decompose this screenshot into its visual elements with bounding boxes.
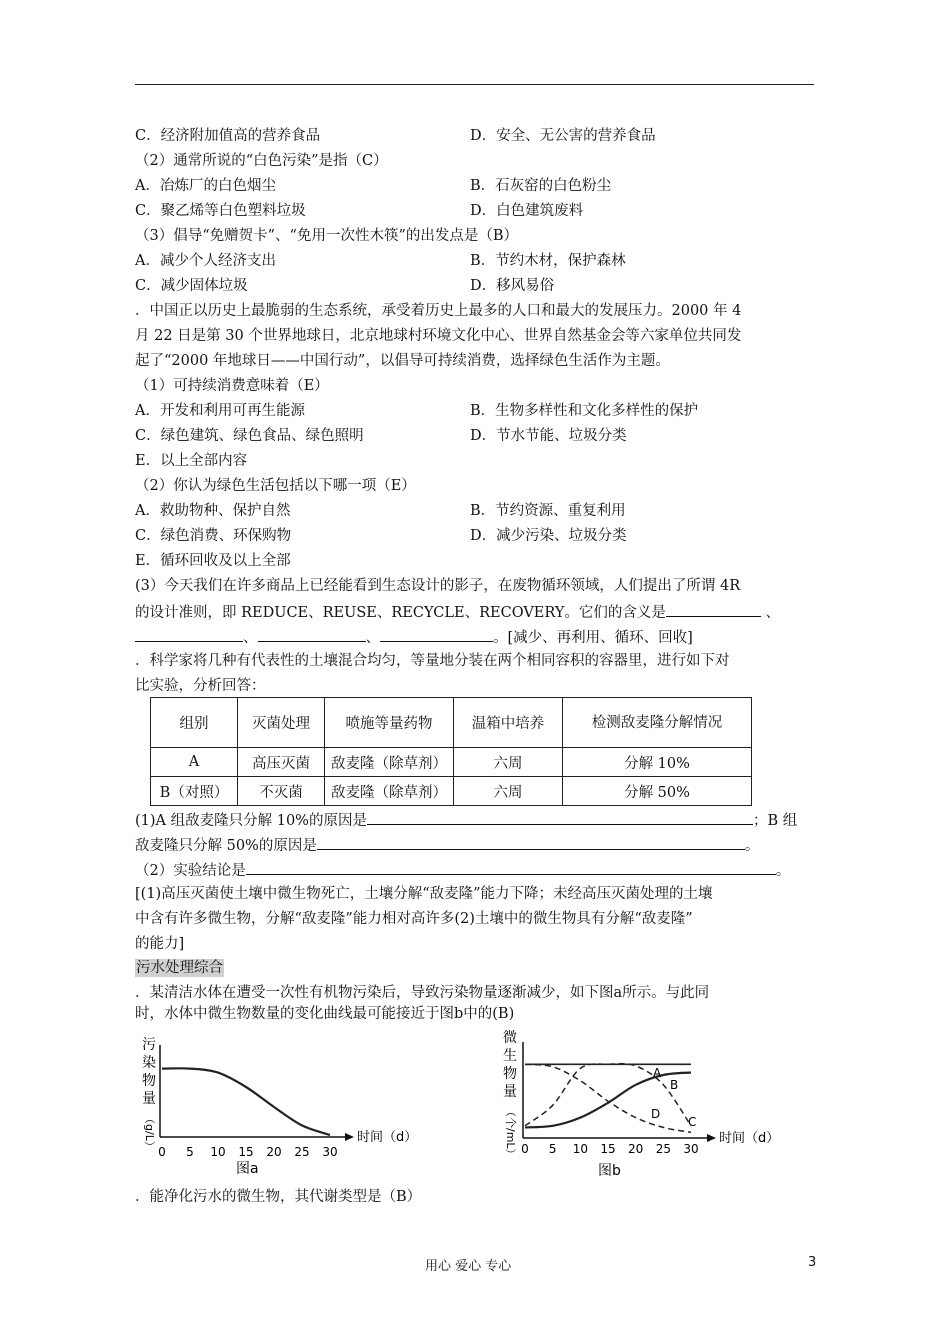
option-d: D．减少污染、垃圾分类 [470, 528, 627, 544]
option-e: E．循环回收及以上全部 [135, 553, 291, 569]
option-b: B．生物多样性和文化多样性的保护 [470, 403, 699, 419]
question-3: （3）倡导“免赠贺卡”、“免用一次性木筷”的出发点是（B） [135, 228, 519, 244]
footer-motto: 用心 爱心 专心 [425, 1259, 512, 1274]
header-rule [135, 84, 814, 85]
x-tick-label: 0 [521, 1142, 529, 1156]
section-title: 污水处理综合 [136, 960, 223, 976]
page-number: 3 [808, 1255, 817, 1270]
option-c: C．聚乙烯等白色塑料垃圾 [135, 203, 306, 219]
x-tick-label: 15 [238, 1145, 254, 1159]
experiment-q2 [135, 860, 790, 880]
experiment-q1-cont [135, 835, 759, 855]
option-d: D．白色建筑废料 [470, 203, 584, 219]
header-cell: 温箱中培养 [454, 698, 563, 748]
table-header-row [151, 698, 752, 748]
answer-blank [367, 810, 753, 825]
answer-blank [666, 602, 761, 617]
option-e: E．以上全部内容 [135, 453, 248, 469]
answer-line: 中含有许多微生物，分解“敌麦隆”能力相对高许多(2)土壤中的微生物具有分解“敌麦隆” [135, 911, 693, 927]
answer-blank [135, 627, 243, 642]
answer-blank [317, 835, 745, 850]
x-axis-arrow [345, 1133, 354, 1141]
text: 。 [775, 863, 791, 879]
separator: 、 [765, 605, 781, 621]
text: (1)A 组敌麦隆只分解 10%的原因是 [135, 813, 367, 829]
x-tick-labels [158, 1145, 337, 1159]
curve-label-b: B [670, 1078, 679, 1092]
curves [525, 1064, 691, 1133]
y-unit: （g/L） [143, 1113, 156, 1152]
question-2: （2）通常所说的“白色污染”是指（C） [135, 153, 388, 169]
option-d: D．节水节能、垃圾分类 [470, 428, 627, 444]
curve-label-c: C [688, 1115, 697, 1129]
option-b: B．石灰窑的白色粉尘 [470, 178, 612, 194]
x-tick-label: 20 [266, 1145, 282, 1159]
option-b: B．节约木材，保护森林 [470, 253, 626, 269]
figure-b [495, 1022, 795, 1185]
x-label: 时间（d） [357, 1130, 418, 1145]
cell: A [151, 748, 238, 777]
y-unit: （个/mL） [504, 1106, 517, 1160]
cell: 敌麦隆（除草剂） [325, 777, 454, 806]
option-b: B．节约资源、重复利用 [470, 503, 626, 519]
cell: 不灭菌 [238, 777, 325, 806]
x-tick-labels [521, 1142, 698, 1156]
table-row [151, 748, 752, 777]
cell: 分解 10% [563, 748, 752, 777]
y-label: 微生物量 [503, 1030, 517, 1100]
sub-question-1: （1）可持续消费意味着（E） [135, 378, 329, 394]
text: （2）实验结论是 [135, 863, 246, 879]
text: 的设计准则，即 REDUCE、REUSE、RECYCLE、RECOVERY。它们的含义是 [135, 605, 666, 621]
experiment-intro: 比实验，分析回答： [135, 678, 266, 694]
x-tick-label: 20 [628, 1142, 644, 1156]
option-a: A．减少个人经济支出 [135, 253, 276, 269]
curve-b [525, 1073, 691, 1128]
x-label: 时间（d） [719, 1131, 780, 1146]
experiment-q1 [135, 810, 797, 830]
x-tick-label: 5 [186, 1145, 194, 1159]
answer-line: 的能力] [135, 936, 185, 952]
table-row [151, 777, 752, 806]
sub-question-3: (3）今天我们在许多商品上已经能看到生态设计的影子，在废物循环领域，人们提出了所谓 4R [135, 578, 741, 594]
cell: B（对照） [151, 777, 238, 806]
pollution-curve [162, 1068, 330, 1135]
option-d: D．移风易俗 [470, 278, 555, 294]
x-tick-label: 5 [548, 1142, 557, 1156]
header-cell: 检测敌麦隆分解情况 [563, 698, 752, 748]
header-cell: 组别 [151, 698, 238, 748]
experiment-table [150, 697, 752, 806]
cell: 敌麦隆（除草剂） [325, 748, 454, 777]
answer-line: [(1)高压灭菌使土壤中微生物死亡，土壤分解“敌麦隆”能力下降；未经高压灭菌处理的土壤 [135, 886, 713, 902]
answer-blank [380, 627, 493, 642]
y-label: 污染物量 [142, 1037, 156, 1107]
option-a: A．开发和利用可再生能源 [135, 403, 305, 419]
figure-a [130, 1025, 430, 1185]
paragraph-line: 月 22 日是第 30 个世界地球日，北京地球村环境文化中心、世界自然基金会等六家单位共同发 [135, 328, 742, 344]
option-c: C．绿色建筑、绿色食品、绿色照明 [135, 428, 364, 444]
figure-caption: 图a [236, 1161, 259, 1177]
metabolism-question: ．能净化污水的微生物，其代谢类型是（B） [135, 1189, 422, 1205]
paragraph-line: 起了“2000 年地球日——中国行动”，以倡导可持续消费，选择绿色生活作为主题。 [135, 353, 670, 369]
separator: 、 [243, 630, 258, 646]
answer-blank [258, 627, 366, 642]
paragraph-line: ．中国正以历史上最脆弱的生态系统，承受着历史上最多的人口和最大的发展压力。2000 年 4 [135, 303, 742, 319]
x-tick-label: 25 [655, 1142, 671, 1156]
option-a: A．冶炼厂的白色烟尘 [135, 178, 276, 194]
cell: 六周 [454, 777, 563, 806]
option-d: D．安全、无公害的营养食品 [470, 128, 656, 144]
header-cell: 灭菌处理 [238, 698, 325, 748]
figure-caption: 图b [598, 1163, 621, 1179]
x-tick-label: 30 [683, 1142, 699, 1156]
x-tick-label: 25 [294, 1145, 310, 1159]
option-c: C．减少固体垃圾 [135, 278, 248, 294]
x-tick-label: 10 [210, 1145, 226, 1159]
sub-question-2: （2）你认为绿色生活包括以下哪一项（E） [135, 478, 416, 494]
separator: 、 [365, 630, 380, 646]
curve-label-d: D [651, 1107, 661, 1121]
answer-text: 。[减少、再利用、循环、回收] [493, 630, 693, 646]
text: 。 [744, 838, 760, 854]
text: 敌麦隆只分解 50%的原因是 [135, 838, 317, 854]
x-tick-label: 0 [158, 1145, 166, 1159]
water-question: 时，水体中微生物数量的变化曲线最可能接近于图b中的(B) [135, 1006, 515, 1022]
answer-blanks-line [135, 627, 693, 647]
x-tick-label: 10 [572, 1142, 588, 1156]
water-question: ．某清洁水体在遭受一次性有机物污染后，导致污染物量逐渐减少，如下图a所示。与此同 [135, 985, 710, 1001]
x-tick-label: 15 [600, 1142, 616, 1156]
sub-question-3-cont [135, 602, 780, 622]
curve-label-a: A [653, 1066, 662, 1080]
x-tick-label: 30 [322, 1145, 338, 1159]
answer-blank [246, 860, 776, 875]
option-c: C．经济附加值高的营养食品 [135, 128, 321, 144]
cell: 六周 [454, 748, 563, 777]
text: ；B 组 [752, 813, 798, 829]
x-axis-arrow [707, 1134, 716, 1142]
cell: 高压灭菌 [238, 748, 325, 777]
experiment-intro: ．科学家将几种有代表性的土壤混合均匀，等量地分装在两个相同容积的容器里，进行如下对 [135, 653, 730, 669]
curve-c [525, 1064, 691, 1126]
option-a: A．救助物种、保护自然 [135, 503, 291, 519]
option-c: C．绿色消费、环保购物 [135, 528, 292, 544]
cell: 分解 50% [563, 777, 752, 806]
header-cell: 喷施等量药物 [325, 698, 454, 748]
